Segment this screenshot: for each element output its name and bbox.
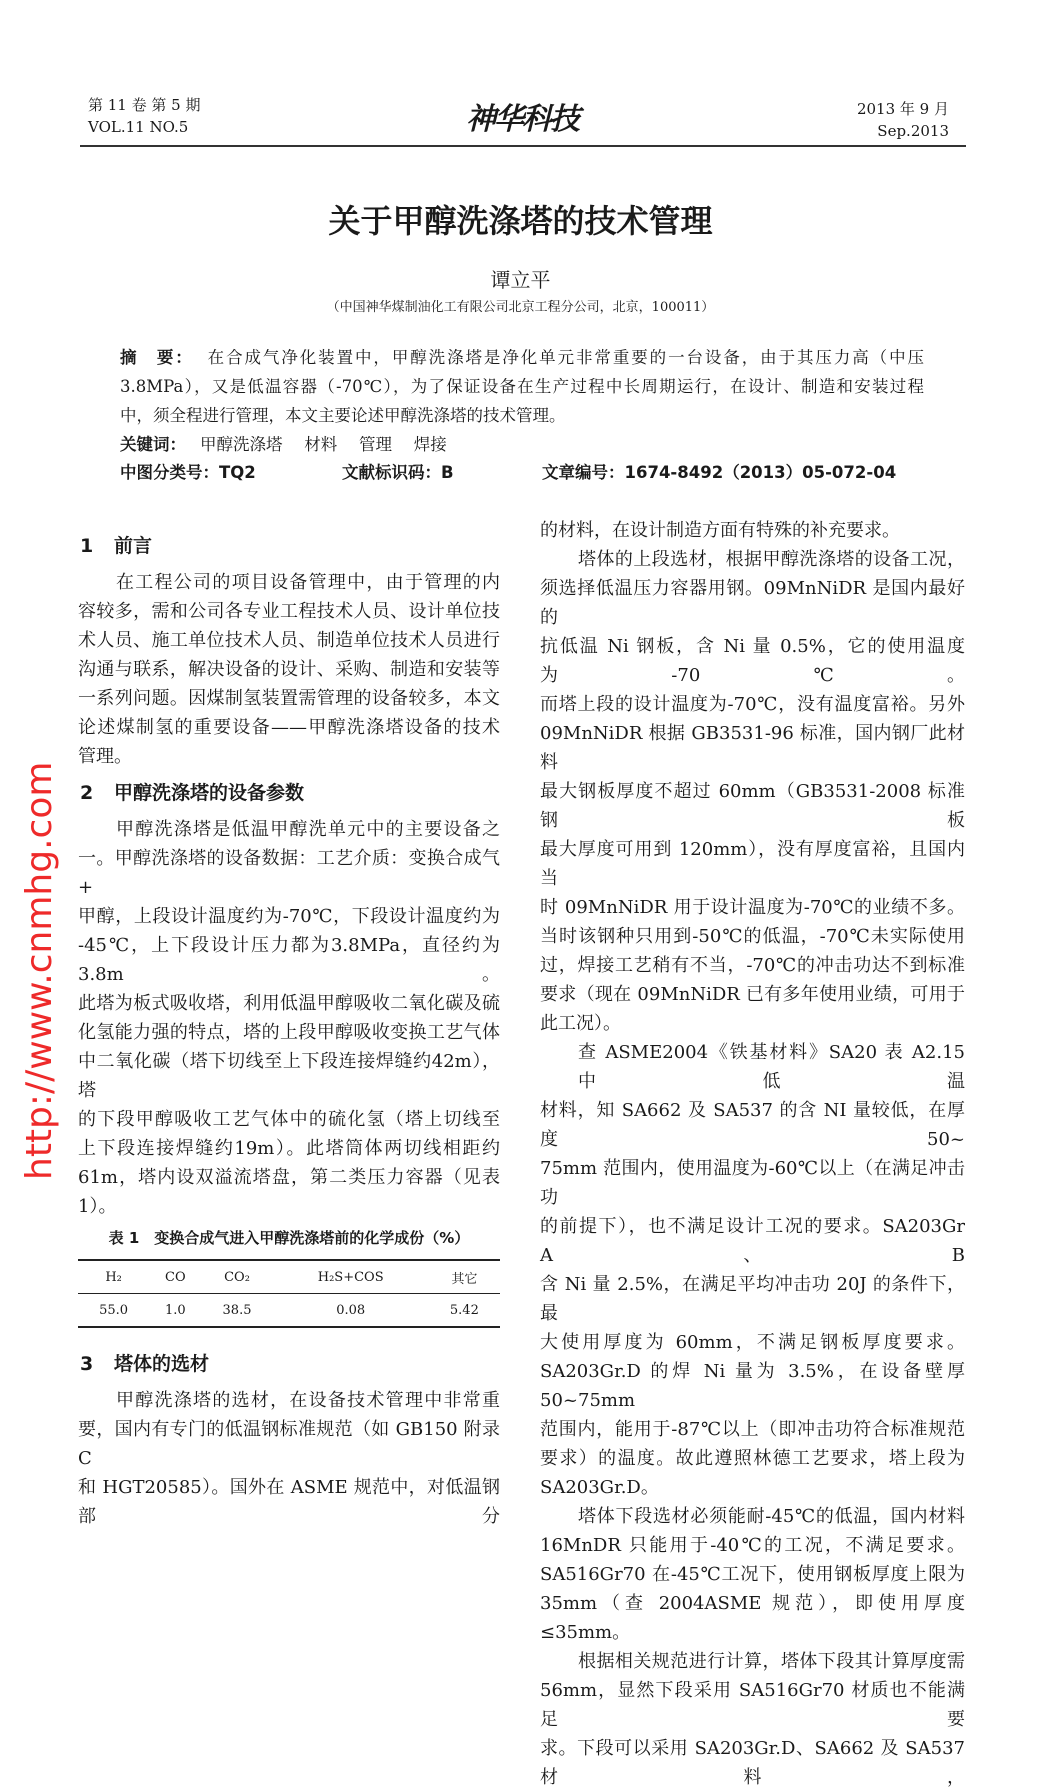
document-code: 文献标识码：B — [342, 463, 454, 482]
text-line: 中二氧化碳（塔下切线至上下段连接焊缝约42m），塔 — [78, 1051, 500, 1101]
section-number: 1 — [80, 535, 94, 557]
abstract-label: 摘 要： — [120, 348, 194, 367]
abstract-line — [120, 343, 924, 372]
volume-en: VOL.11 NO.5 — [88, 118, 189, 136]
text-line: 过，焊接工艺稍有不当，-70℃的冲击功达不到标准 — [540, 955, 965, 976]
text-line: 61m，塔内设双溢流塔盘，第二类压力容器（见表1）。 — [78, 1167, 500, 1217]
text-line: 时 09MnNiDR 用于设计温度为-70℃的业绩不多。 — [540, 897, 965, 918]
text-line: 的下段甲醇吸收工艺气体中的硫化氢（塔上切线至 — [78, 1109, 500, 1130]
col-h2: H₂ — [105, 1269, 122, 1285]
journal-issue — [88, 94, 200, 138]
text-line: 的前提下），也不满足设计工况的要求。SA203Gr A、B — [540, 1216, 965, 1266]
text-line: 含 Ni 量 2.5%，在满足平均冲击功 20J 的条件下，最 — [540, 1274, 965, 1324]
section-number: 3 — [80, 1353, 94, 1375]
paragraph — [540, 1502, 965, 1647]
section-heading — [78, 771, 500, 815]
abstract-line: 3.8MPa），又是低温容器（-70℃），为了保证设备在生产过程中长周期运行，在设计、制造和安装过程 — [120, 377, 924, 396]
text-line: 术人员、施工单位技术人员、制造单位技术人员进行 — [78, 630, 500, 651]
abstract-text: 在合成气净化装置中，甲醇洗涤塔是净化单元非常重要的一台设备，由于其压力高（中压 — [207, 348, 925, 367]
text-line: 而塔上段的设计温度为-70℃，没有温度富裕。另外 — [540, 694, 965, 715]
classification-row — [120, 458, 924, 487]
article-author: 谭立平 — [490, 268, 551, 292]
col-h2s-cos: H₂S+COS — [317, 1269, 384, 1285]
text-line: 要，国内有专门的低温钢标准规范（如 GB150 附录 C — [78, 1419, 500, 1469]
keywords: 甲醇洗涤塔 材料 管理 焊接 — [200, 435, 447, 454]
abstract-line: 中，须全程进行管理，本文主要论述甲醇洗涤塔的技术管理。 — [120, 406, 566, 425]
text-line: 当时该钢种只用到-50℃的低温，-70℃未实际使用 — [540, 926, 965, 947]
article-number: 文章编号：1674-8492（2013）05-072-04 — [542, 463, 897, 482]
text-line: 一系列问题。因煤制氢装置需管理的设备较多，本文 — [78, 688, 500, 709]
text-line: 塔体的上段选材，根据甲醇洗涤塔的设备工况， — [578, 549, 965, 570]
section-heading — [78, 1342, 500, 1386]
watermark: http://www.cnmhg.com — [19, 761, 60, 1180]
left-column — [78, 524, 500, 1531]
date-cn: 2013 年 9 月 — [856, 100, 949, 118]
cell-other: 5.42 — [449, 1302, 479, 1318]
section-number: 2 — [80, 782, 94, 804]
text-line: 化氢能力强的特点，塔的上段甲醇吸收变换工艺气体 — [78, 1022, 500, 1043]
text-line: 的材料，在设计制造方面有特殊的补充要求。 — [540, 520, 900, 541]
text-line: 要求（现在 09MnNiDR 已有多年使用业绩，可用于 — [540, 984, 965, 1005]
text-line: SA203Gr.D。 — [540, 1477, 659, 1498]
text-line: 16MnDR 只能用于-40℃的工况，不满足要求。 — [540, 1535, 965, 1556]
text-line: 此塔为板式吸收塔，利用低温甲醇吸收二氧化碳及硫 — [78, 993, 500, 1014]
section-title: 甲醇洗涤塔的设备参数 — [114, 782, 305, 804]
text-line: 沟通与联系，解决设备的设计、采购、制造和安装等 — [78, 659, 500, 680]
text-line: -45℃，上下段设计压力都为3.8MPa，直径约为3.8m。 — [78, 935, 500, 985]
text-line: 和 HGT20585）。国外在 ASME 规范中，对低温钢部分 — [78, 1477, 500, 1527]
text-line: 抗低温 Ni 钢板，含 Ni 量 0.5%，它的使用温度为-70℃。 — [540, 636, 965, 686]
text-line: 材料，知 SA662 及 SA537 的含 NI 量较低，在厚度50~ — [540, 1100, 965, 1150]
left-column-top — [78, 524, 500, 1221]
date-en: Sep.2013 — [877, 122, 949, 140]
paragraph — [78, 568, 500, 771]
text-line: SA203Gr.D 的焊 Ni 量为 3.5%，在设备壁厚 50~75mm — [540, 1361, 965, 1411]
col-other: 其它 — [451, 1271, 478, 1287]
abstract — [120, 343, 924, 459]
text-line: 管理。 — [78, 746, 132, 767]
table-header-row — [78, 1260, 500, 1294]
text-line: 求。下段可以采用 SA203Gr.D、SA662 及 SA537 材料， — [540, 1738, 965, 1788]
paragraph — [78, 815, 500, 1221]
cell-h2s-cos: 0.08 — [336, 1302, 366, 1318]
text-line: 须选择低温压力容器用钢。09MnNiDR 是国内最好的 — [540, 578, 965, 628]
article-title: 关于甲醇洗涤塔的技术管理 — [328, 202, 713, 240]
col-co2: CO₂ — [224, 1269, 250, 1285]
text-line: 范围内，能用于-87℃以上（即冲击功符合标准规范 — [540, 1419, 965, 1440]
text-line: 塔体下段选材必须能耐-45℃的低温，国内材料 — [578, 1506, 965, 1527]
journal-logo: 神华科技 — [466, 102, 578, 137]
text-line: 甲醇洗涤塔是低温甲醇洗单元中的主要设备之 — [116, 819, 500, 840]
header-rule — [80, 145, 966, 147]
journal-date — [857, 98, 949, 142]
paragraph — [540, 1038, 965, 1502]
paragraph — [78, 1386, 500, 1531]
text-line: 此工况）。 — [540, 1013, 621, 1034]
cell-co2: 38.5 — [222, 1302, 252, 1318]
paragraph — [540, 1647, 965, 1792]
table-row — [78, 1294, 500, 1328]
text-line: 甲醇洗涤塔的选材，在设备技术管理中非常重 — [116, 1390, 500, 1411]
paragraph — [540, 516, 965, 545]
section-title: 前言 — [114, 535, 153, 557]
text-line: SA516Gr70 在-45℃工况下，使用钢板厚度上限为 — [540, 1564, 965, 1585]
left-column-bottom — [78, 1342, 500, 1531]
text-line: 要求）的温度。故此遵照林德工艺要求，塔上段为 — [540, 1448, 965, 1469]
keywords-label: 关键词： — [120, 435, 186, 454]
text-line: 查 ASME2004《铁基材料》SA20 表 A2.15 中低温 — [578, 1042, 965, 1092]
clc-number: 中图分类号：TQ2 — [120, 463, 256, 482]
text-line: 一。甲醇洗涤塔的设备数据：工艺介质：变换合成气+ — [78, 848, 500, 898]
col-co: CO — [165, 1269, 186, 1285]
text-line: 大使用厚度为 60mm，不满足钢板厚度要求。 — [540, 1332, 965, 1353]
keywords-line — [120, 430, 924, 459]
text-line: 在工程公司的项目设备管理中，由于管理的内 — [116, 572, 500, 593]
table-caption: 表 1 变换合成气进入甲醇洗涤塔前的化学成份（%） — [108, 1229, 470, 1247]
cell-co: 1.0 — [164, 1302, 186, 1318]
text-line: 论述煤制氢的重要设备——甲醇洗涤塔设备的技术 — [78, 717, 500, 738]
text-line: 上下段连接焊缝约19m）。此塔筒体两切线相距约 — [78, 1138, 500, 1159]
text-line: 09MnNiDR 根据 GB3531-96 标准，国内钢厂此材料 — [540, 723, 965, 773]
composition-table — [78, 1259, 500, 1328]
right-column — [540, 516, 965, 1792]
paragraph — [540, 545, 965, 1038]
section-heading — [78, 524, 500, 568]
text-line: 容较多，需和公司各专业工程技术人员、设计单位技 — [78, 601, 500, 622]
author-affiliation: （中国神华煤制油化工有限公司北京工程分公司，北京，100011） — [326, 300, 715, 315]
text-line: 根据相关规范进行计算，塔体下段其计算厚度需 — [578, 1651, 965, 1672]
text-line: 56mm，显然下段采用 SA516Gr70 材质也不能满足要 — [540, 1680, 965, 1730]
text-line: 甲醇，上段设计温度约为-70℃，下段设计温度约为 — [78, 906, 500, 927]
text-line: 75mm 范围内，使用温度为-60℃以上（在满足冲击功 — [540, 1158, 965, 1208]
text-line: 最大钢板厚度不超过 60mm（GB3531-2008 标准钢板 — [540, 781, 965, 831]
section-title: 塔体的选材 — [114, 1353, 210, 1375]
right-column-body — [540, 516, 965, 1792]
volume-cn: 第 11 卷 第 5 期 — [88, 96, 201, 114]
text-line: 最大厚度可用到 120mm），没有厚度富裕，且国内当 — [540, 839, 965, 889]
cell-h2: 55.0 — [99, 1302, 129, 1318]
text-line: 35mm（查 2004ASME 规范），即使用厚度≤35mm。 — [540, 1593, 965, 1643]
